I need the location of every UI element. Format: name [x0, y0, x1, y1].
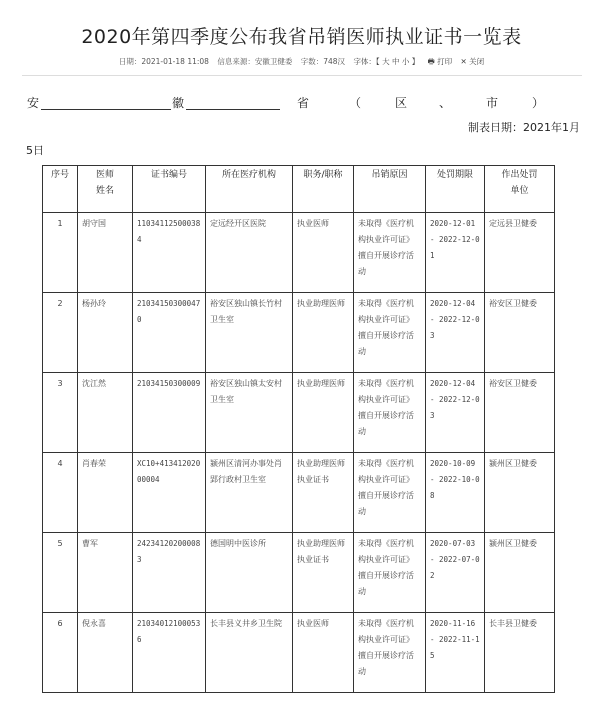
cell-cert: XC10+41341202000004 — [133, 453, 206, 533]
made-date: 制表日期：2021年1月 — [468, 121, 580, 134]
header-cert: 证书编号 — [133, 166, 206, 213]
cell-title: 执业助理医师执业证书 — [293, 533, 354, 613]
cell-unit: 裕安区卫健委 — [485, 373, 555, 453]
cell-org: 颍州区清河办事处肖郢行政村卫生室 — [206, 453, 293, 533]
underline-2 — [186, 109, 280, 110]
cell-period: 2020-12-04 - 2022-12-03 — [426, 373, 485, 453]
cell-no: 5 — [43, 533, 78, 613]
info-source: 信息来源：安徽卫健委 — [217, 57, 293, 66]
cell-unit: 定远县卫健委 — [485, 213, 555, 293]
article-meta — [0, 56, 603, 69]
sheng-label: 省 — [297, 96, 310, 110]
province-char-1: 安 — [27, 96, 40, 110]
cell-reason: 未取得《医疗机构执业许可证》擅自开展诊疗活动 — [354, 453, 426, 533]
cell-org: 德国明中医诊所 — [206, 533, 293, 613]
cell-period: 2020-12-04 - 2022-12-03 — [426, 293, 485, 373]
cell-name: 杨孙玲 — [78, 293, 133, 373]
cell-title: 执业助理医师执业证书 — [293, 453, 354, 533]
cell-period: 2020-11-16 - 2022-11-15 — [426, 613, 485, 693]
revocation-table — [42, 165, 555, 693]
cell-name: 倪永喜 — [78, 613, 133, 693]
cell-name: 胡守国 — [78, 213, 133, 293]
header-reason: 吊销原因 — [354, 166, 426, 213]
table-row — [43, 213, 555, 293]
cell-unit: 颍州区卫健委 — [485, 453, 555, 533]
cell-cert: 242341202000083 — [133, 533, 206, 613]
cell-reason: 未取得《医疗机构执业许可证》擅自开展诊疗活动 — [354, 613, 426, 693]
cell-title: 执业医师 — [293, 613, 354, 693]
cell-period: 2020-12-01 - 2022-12-01 — [426, 213, 485, 293]
cell-reason: 未取得《医疗机构执业许可证》擅自开展诊疗活动 — [354, 373, 426, 453]
location-line — [27, 94, 587, 112]
header-period: 处罚期限 — [426, 166, 485, 213]
cell-cert: 21034150300009 — [133, 373, 206, 453]
cell-name: 肖春荣 — [78, 453, 133, 533]
underline-1 — [41, 109, 171, 110]
cell-cert: 210341503000470 — [133, 293, 206, 373]
cell-cert: 210340121000536 — [133, 613, 206, 693]
cell-unit: 颍州区卫健委 — [485, 533, 555, 613]
cell-reason: 未取得《医疗机构执业许可证》擅自开展诊疗活动 — [354, 293, 426, 373]
font-size-switch[interactable]: 字体：【 大 中 小 】 — [353, 57, 420, 66]
province-char-2: 徽 — [172, 96, 185, 110]
cell-org: 定远经开区医院 — [206, 213, 293, 293]
table-row — [43, 453, 555, 533]
cell-cert: 110341125000384 — [133, 213, 206, 293]
table-row — [43, 373, 555, 453]
separator: 、 — [439, 96, 452, 110]
cell-title: 执业医师 — [293, 213, 354, 293]
made-date-continued: 5日 — [26, 144, 44, 157]
publish-date: 日期：2021-01-18 11:08 — [118, 57, 209, 66]
shi-label: 市 — [486, 96, 499, 110]
table-header-row — [43, 166, 555, 213]
print-button[interactable]: 🖶 打印 — [427, 57, 453, 66]
cell-reason: 未取得《医疗机构执业许可证》擅自开展诊疗活动 — [354, 213, 426, 293]
cell-no: 2 — [43, 293, 78, 373]
cell-period: 2020-10-09 - 2022-10-08 — [426, 453, 485, 533]
table-row — [43, 293, 555, 373]
cell-name: 曹军 — [78, 533, 133, 613]
word-count: 字数：748汉 — [300, 57, 346, 66]
qu-label: 区 — [395, 96, 408, 110]
cell-title: 执业助理医师 — [293, 293, 354, 373]
header-name: 医师 姓名 — [78, 166, 133, 213]
cell-org: 长丰县义井乡卫生院 — [206, 613, 293, 693]
page-title: 2020年第四季度公布我省吊销医师执业证书一览表 — [81, 26, 522, 48]
cell-org: 裕安区独山镇太安村卫生室 — [206, 373, 293, 453]
cell-no: 1 — [43, 213, 78, 293]
header-title: 职务/职称 — [293, 166, 354, 213]
cell-unit: 长丰县卫健委 — [485, 613, 555, 693]
cell-title: 执业助理医师 — [293, 373, 354, 453]
cell-name: 沈江然 — [78, 373, 133, 453]
cell-no: 6 — [43, 613, 78, 693]
cell-reason: 未取得《医疗机构执业许可证》擅自开展诊疗活动 — [354, 533, 426, 613]
paren-close: ） — [532, 96, 545, 110]
header-no: 序号 — [43, 166, 78, 213]
close-button[interactable]: ✕ 关闭 — [460, 57, 485, 66]
header-unit: 作出处罚 单位 — [485, 166, 555, 213]
cell-no: 4 — [43, 453, 78, 533]
cell-unit: 裕安区卫健委 — [485, 293, 555, 373]
paren-open: （ — [349, 96, 362, 110]
cell-org: 裕安区独山镇长竹村卫生室 — [206, 293, 293, 373]
cell-period: 2020-07-03 - 2022-07-02 — [426, 533, 485, 613]
divider — [22, 75, 582, 76]
cell-no: 3 — [43, 373, 78, 453]
header-org: 所在医疗机构 — [206, 166, 293, 213]
table-row — [43, 533, 555, 613]
table-row — [43, 613, 555, 693]
